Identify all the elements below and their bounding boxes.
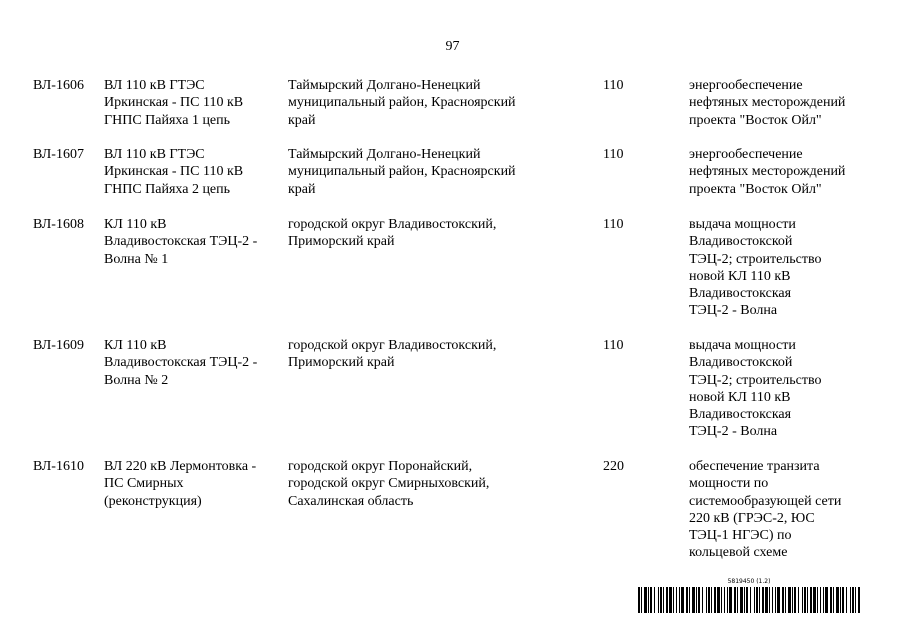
barcode-bar [724, 587, 725, 613]
barcode-bar [769, 587, 770, 613]
barcode-bar [666, 587, 668, 613]
barcode-bar [788, 587, 791, 613]
barcode-bar [807, 587, 808, 613]
barcode-bar [754, 587, 755, 613]
barcode-bar [676, 587, 677, 613]
barcode-bar [833, 587, 834, 613]
barcode-bar [660, 587, 662, 613]
barcode-bar [855, 587, 856, 613]
barcode-bar [846, 587, 847, 613]
barcode-bar [765, 587, 768, 613]
barcode-bar [820, 587, 821, 613]
barcode-bar [772, 587, 773, 613]
barcode-bar [740, 587, 743, 613]
line-name: ВЛ 220 кВ Лермонтовка - ПС Смирных (реконструкция) [104, 459, 257, 509]
barcode-icon [638, 587, 860, 613]
line-name: КЛ 110 кВ Владивостокская ТЭЦ-2 - Волна № 1 [104, 217, 258, 267]
line-code: ВЛ-1608 [33, 217, 84, 232]
line-voltage: 110 [603, 78, 624, 93]
line-location: городской округ Поронайский, городской округ Смирныховский, Сахалинская область [288, 459, 490, 509]
barcode-bar [708, 587, 710, 613]
line-location: городской округ Владивостокский, Приморский край [288, 338, 497, 371]
line-voltage: 220 [603, 459, 624, 474]
barcode-bar [775, 587, 776, 613]
barcode-bar [762, 587, 764, 613]
line-code: ВЛ-1606 [33, 78, 84, 93]
line-purpose: энергообеспечение нефтяных месторождений проекта "Восток Ойл" [689, 78, 846, 128]
barcode-bar [650, 587, 652, 613]
line-purpose: обеспечение транзита мощности по системообразующей сети 220 кВ (ГРЭС-2, ЮС ТЭЦ-1 НГЭС) по кольцевой схеме [689, 459, 842, 561]
line-code: ВЛ-1609 [33, 338, 84, 353]
barcode-bar [813, 587, 816, 613]
line-location: городской округ Владивостокский, Приморский край [288, 217, 497, 250]
barcode-bar [696, 587, 697, 613]
barcode-bar [825, 587, 828, 613]
line-voltage: 110 [603, 338, 624, 353]
barcode-bar [840, 587, 841, 613]
barcode-bar [727, 587, 728, 613]
barcode-bar [717, 587, 720, 613]
page-number: 97 [445, 39, 460, 54]
line-code: ВЛ-1607 [33, 147, 84, 162]
barcode-bar [785, 587, 786, 613]
barcode-bar [692, 587, 695, 613]
barcode-bar [706, 587, 707, 613]
barcode-bar [817, 587, 818, 613]
line-voltage: 110 [603, 147, 624, 162]
barcode-bar [858, 587, 860, 613]
line-code: ВЛ-1610 [33, 459, 84, 474]
barcode-bar [842, 587, 844, 613]
barcode-bar [750, 587, 751, 613]
line-location: Таймырский Долгано-Ненецкий муниципальный район, Красноярский край [288, 147, 516, 197]
barcode-bar [804, 587, 806, 613]
barcode-bar [777, 587, 780, 613]
barcode-bar [654, 587, 655, 613]
barcode-bar [711, 587, 712, 613]
barcode-bar [679, 587, 680, 613]
barcode-bar [744, 587, 745, 613]
barcode [638, 578, 860, 614]
line-purpose: выдача мощности Владивостокской ТЭЦ-2; строительство новой КЛ 110 кВ Владивостокская ТЭЦ-2 - Волна [689, 217, 822, 319]
barcode-bar [673, 587, 674, 613]
barcode-bar [663, 587, 664, 613]
barcode-bar [823, 587, 824, 613]
barcode-bar [689, 587, 690, 613]
barcode-bar [644, 587, 647, 613]
barcode-bar [638, 587, 640, 613]
barcode-bar [802, 587, 803, 613]
line-purpose: энергообеспечение нефтяных месторождений проекта "Восток Ойл" [689, 147, 846, 197]
barcode-bar [850, 587, 851, 613]
barcode-bar [641, 587, 642, 613]
barcode-bar [792, 587, 793, 613]
barcode-bar [734, 587, 736, 613]
barcode-bar [714, 587, 716, 613]
barcode-bar [759, 587, 760, 613]
barcode-label: 5819450 (1.2) [727, 578, 771, 585]
barcode-bar [782, 587, 784, 613]
barcode-bar [810, 587, 812, 613]
barcode-bar [852, 587, 854, 613]
barcode-bar [648, 587, 649, 613]
barcode-bar [686, 587, 688, 613]
barcode-bar [669, 587, 672, 613]
barcode-bar [681, 587, 684, 613]
barcode-bar [658, 587, 659, 613]
line-location: Таймырский Долгано-Ненецкий муниципальный район, Красноярский край [288, 78, 516, 128]
barcode-bar [756, 587, 758, 613]
line-purpose: выдача мощности Владивостокской ТЭЦ-2; строительство новой КЛ 110 кВ Владивостокская ТЭЦ-2 - Волна [689, 338, 822, 440]
line-name: ВЛ 110 кВ ГТЭС Иркинская - ПС 110 кВ ГНПС Пайяха 1 цепь [104, 78, 244, 128]
barcode-bar [729, 587, 732, 613]
barcode-bar [698, 587, 700, 613]
barcode-bar [798, 587, 799, 613]
barcode-bar [794, 587, 796, 613]
barcode-bar [737, 587, 738, 613]
barcode-bar [746, 587, 748, 613]
line-name: ВЛ 110 кВ ГТЭС Иркинская - ПС 110 кВ ГНПС Пайяха 2 цепь [104, 147, 244, 197]
barcode-bar [836, 587, 839, 613]
barcode-bar [830, 587, 832, 613]
line-name: КЛ 110 кВ Владивостокская ТЭЦ-2 - Волна № 2 [104, 338, 258, 388]
barcode-bar [721, 587, 722, 613]
barcode-bar [702, 587, 703, 613]
line-voltage: 110 [603, 217, 624, 232]
